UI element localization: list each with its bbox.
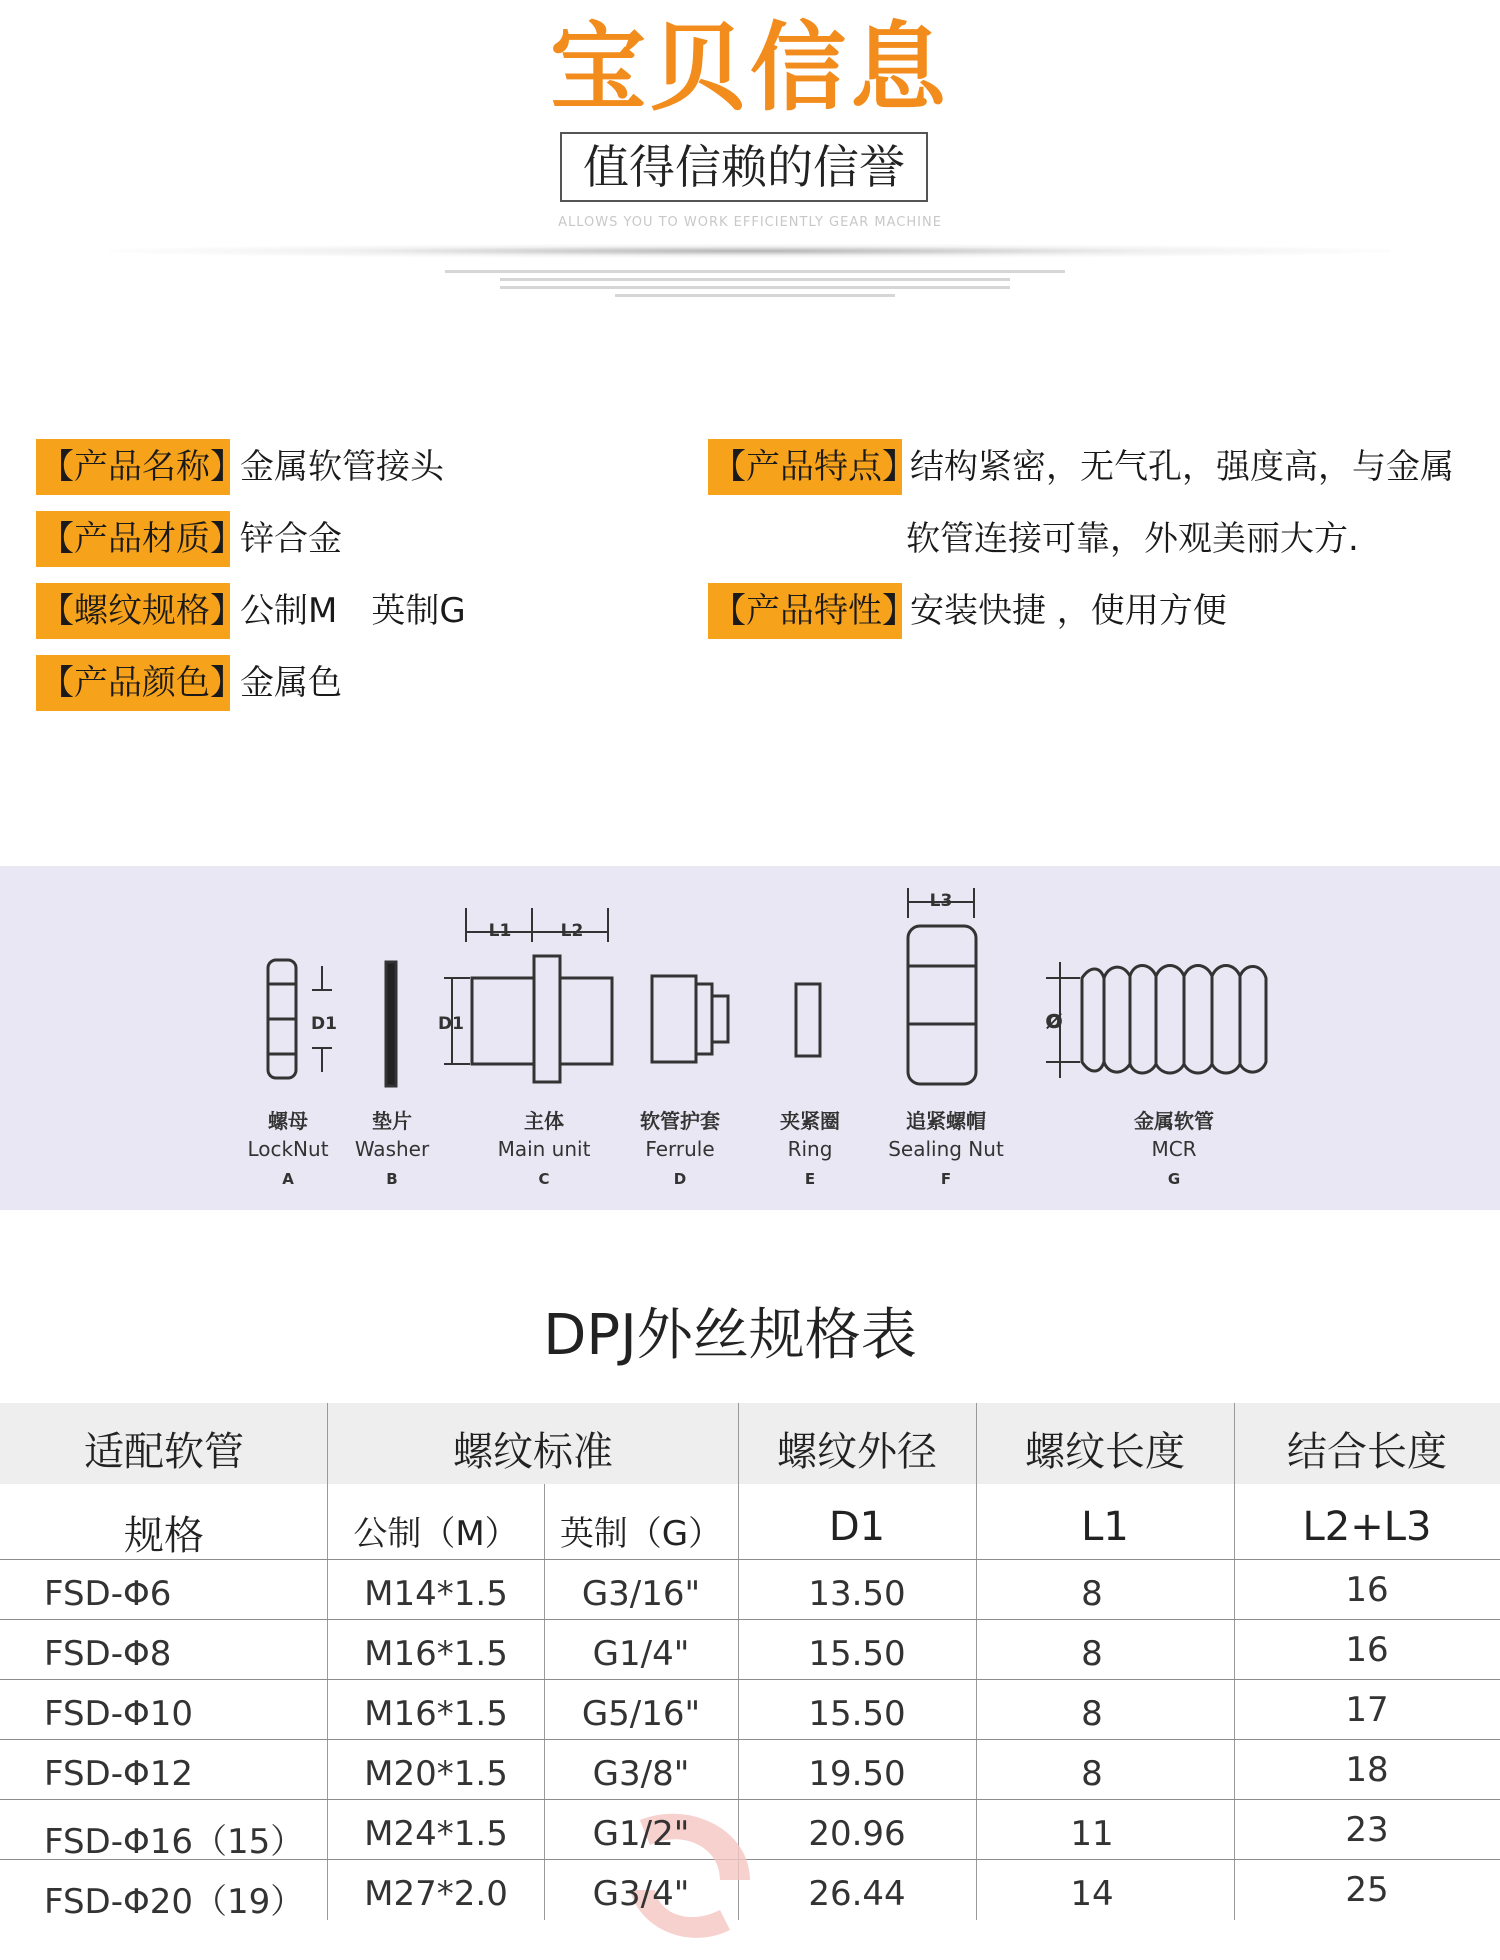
slogan-box: 值得信赖的信誉	[560, 132, 928, 202]
ring-drawing	[796, 984, 820, 1056]
cell-imperial: G5/16"	[581, 1694, 701, 1734]
th-joint-length: 结合长度	[1287, 1429, 1447, 1475]
th-spec: 规格	[124, 1513, 204, 1559]
component-diagram	[0, 866, 1500, 1210]
cell-imperial: G1/2"	[592, 1814, 690, 1854]
part-a-en: LockNut	[247, 1137, 329, 1161]
info-label-characteristics: 【产品特性】	[708, 583, 902, 639]
part-c-en: Main unit	[497, 1137, 591, 1161]
info-value-thread: 公制M 英制G	[240, 591, 466, 631]
cell-l2l3: 16	[1345, 1570, 1389, 1610]
cell-spec: FSD-Φ6	[44, 1574, 172, 1614]
th-l1: L1	[1081, 1504, 1129, 1550]
th-thread-od: 螺纹外径	[777, 1429, 937, 1475]
info-value-features: 结构紧密，无气孔，强度高，与金属	[910, 447, 1454, 487]
metal-conduit-drawing	[1046, 962, 1266, 1078]
part-b-letter: B	[386, 1170, 398, 1188]
page-title: 宝贝信息	[550, 12, 950, 124]
info-value-name: 金属软管接头	[240, 447, 444, 487]
part-a-cn: 螺母	[268, 1109, 308, 1133]
part-d-cn: 软管护套	[640, 1109, 720, 1133]
part-a-letter: A	[282, 1170, 294, 1188]
cell-d1: 20.96	[808, 1814, 906, 1854]
table-hline	[0, 1679, 1500, 1680]
info-value-features-cont: 软管连接可靠，外观美丽大方.	[906, 519, 1359, 559]
cell-metric: M14*1.5	[364, 1574, 508, 1614]
part-c-letter: C	[538, 1170, 550, 1188]
cell-l1: 8	[1081, 1634, 1103, 1674]
info-label-color: 【产品颜色】	[36, 655, 230, 711]
header-subtitle: ALLOWS YOU TO WORK EFFICIENTLY GEAR MACHINE	[558, 215, 942, 230]
header-divider-shadow	[110, 244, 1390, 258]
part-g-cn: 金属软管	[1134, 1109, 1214, 1133]
cell-l1: 8	[1081, 1694, 1103, 1734]
cell-spec: FSD-Φ16（15）	[44, 1822, 305, 1862]
cell-l2l3: 25	[1345, 1870, 1389, 1910]
cell-d1: 26.44	[808, 1874, 906, 1914]
table-hline	[0, 1739, 1500, 1740]
cell-spec: FSD-Φ10	[44, 1694, 194, 1734]
cell-l1: 11	[1070, 1814, 1114, 1854]
dim-phi-label: ø	[1045, 1005, 1063, 1035]
cell-d1: 15.50	[808, 1634, 906, 1674]
cell-spec: FSD-Φ8	[44, 1634, 172, 1674]
part-g-en: MCR	[1151, 1137, 1197, 1161]
fine-print-line	[500, 286, 1010, 289]
info-label-features: 【产品特点】	[708, 439, 902, 495]
dim-l2-label: L2	[560, 921, 584, 941]
part-b-cn: 垫片	[372, 1109, 412, 1133]
cell-l1: 8	[1081, 1754, 1103, 1794]
part-c-cn: 主体	[524, 1109, 564, 1133]
info-label-name: 【产品名称】	[36, 439, 230, 495]
cell-imperial: G3/16"	[581, 1574, 701, 1614]
part-b-en: Washer	[354, 1137, 430, 1161]
ferrule-drawing	[652, 976, 728, 1062]
table-hline	[0, 1559, 1500, 1560]
table-hline	[0, 1619, 1500, 1620]
th-thread-standard: 螺纹标准	[453, 1429, 613, 1475]
cell-imperial: G3/4"	[592, 1874, 690, 1914]
info-label-material: 【产品材质】	[36, 511, 230, 567]
info-value-characteristics: 安装快捷 ，使用方便	[910, 591, 1227, 631]
dim-d1-label: D1	[438, 1014, 464, 1034]
cell-l1: 14	[1070, 1874, 1114, 1914]
part-f-en: Sealing Nut	[888, 1137, 1004, 1161]
table-title: DPJ外丝规格表	[543, 1303, 917, 1368]
cell-l1: 8	[1081, 1574, 1103, 1614]
cell-metric: M16*1.5	[364, 1694, 508, 1734]
part-e-cn: 夹紧圈	[780, 1109, 840, 1133]
cell-metric: M24*1.5	[364, 1814, 508, 1854]
cell-metric: M20*1.5	[364, 1754, 508, 1794]
cell-l2l3: 23	[1345, 1810, 1389, 1850]
cell-d1: 15.50	[808, 1694, 906, 1734]
diagram-svg	[0, 866, 1500, 1210]
th-imperial: 英制（G）	[559, 1514, 723, 1554]
th-l2l3: L2+L3	[1302, 1504, 1432, 1550]
dim-d1-label: D1	[311, 1014, 337, 1034]
cell-d1: 19.50	[808, 1754, 906, 1794]
main-unit-drawing	[444, 908, 612, 1082]
th-thread-length: 螺纹长度	[1025, 1429, 1185, 1475]
th-metric: 公制（M）	[353, 1514, 519, 1554]
cell-metric: M27*2.0	[364, 1874, 508, 1914]
info-value-color: 金属色	[240, 663, 342, 703]
washer-drawing	[386, 962, 396, 1086]
part-g-letter: G	[1167, 1170, 1181, 1188]
th-hose: 适配软管	[84, 1429, 244, 1475]
cell-metric: M16*1.5	[364, 1634, 508, 1674]
info-label-thread: 【螺纹规格】	[36, 583, 230, 639]
part-f-cn: 追紧螺帽	[906, 1109, 986, 1133]
cell-l2l3: 17	[1345, 1690, 1389, 1730]
dim-l3-label: L3	[929, 891, 953, 911]
part-e-letter: E	[804, 1170, 816, 1188]
fine-print-line	[500, 278, 1010, 281]
th-d1: D1	[828, 1504, 886, 1550]
cell-imperial: G3/8"	[592, 1754, 690, 1794]
cell-spec: FSD-Φ20（19）	[44, 1882, 305, 1922]
cell-l2l3: 18	[1345, 1750, 1389, 1790]
part-d-letter: D	[673, 1170, 687, 1188]
fine-print-line	[615, 294, 895, 297]
part-f-letter: F	[940, 1170, 952, 1188]
dim-l1-label: L1	[488, 921, 512, 941]
cell-l2l3: 16	[1345, 1630, 1389, 1670]
sealing-nut-drawing	[908, 888, 976, 1084]
cell-d1: 13.50	[808, 1574, 906, 1614]
cell-imperial: G1/4"	[592, 1634, 690, 1674]
part-e-en: Ring	[787, 1137, 833, 1161]
fine-print-line	[445, 270, 1065, 273]
cell-spec: FSD-Φ12	[44, 1754, 194, 1794]
info-value-material: 锌合金	[240, 519, 342, 559]
part-d-en: Ferrule	[645, 1137, 715, 1161]
